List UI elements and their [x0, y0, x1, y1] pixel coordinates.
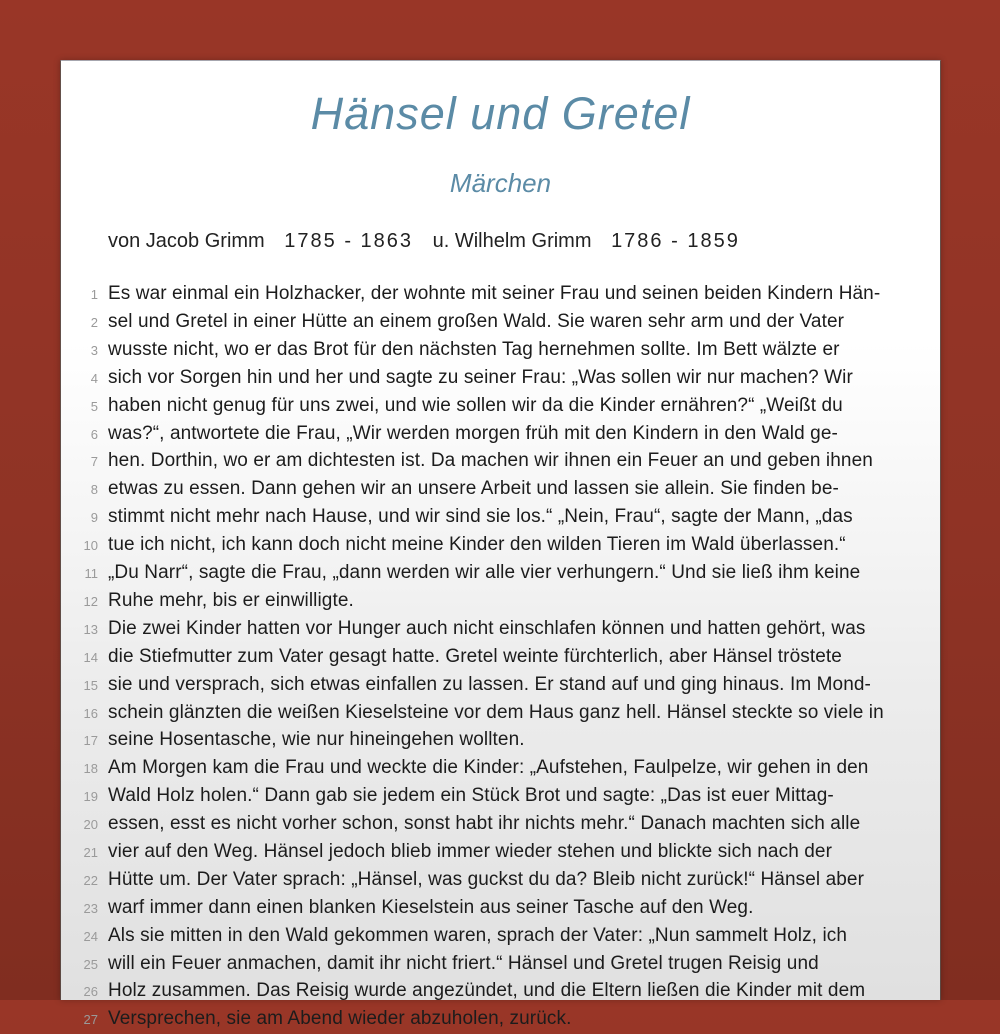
text-line [61, 950, 940, 978]
line-number: 18 [83, 761, 98, 777]
text-line [61, 587, 940, 615]
text-line [61, 420, 940, 448]
text-line [61, 615, 940, 643]
line-text: Wald Holz holen.“ Dann gab sie jedem ein Stück Brot und sagte: „Das ist euer Mittag- [108, 785, 834, 807]
line-number: 8 [90, 482, 98, 498]
text-line [61, 894, 940, 922]
line-number: 10 [83, 538, 98, 554]
text-line [61, 838, 940, 866]
text-line [61, 475, 940, 503]
text-line [61, 782, 940, 810]
line-text: Versprechen, sie am Abend wieder abzuholen, zurück. [108, 1008, 572, 1030]
line-text: sie und versprach, sich etwas einfallen zu lassen. Er stand auf und ging hinaus. Im Mond- [108, 673, 871, 695]
line-number: 5 [90, 398, 98, 414]
line-number: 19 [83, 789, 98, 805]
line-number: 26 [83, 984, 98, 1000]
line-text: Die zwei Kinder hatten vor Hunger auch nicht einschlafen können und hatten gehört, was [108, 617, 866, 639]
text-line [61, 922, 940, 950]
text-body [61, 280, 940, 1033]
line-number: 22 [83, 872, 98, 888]
line-text: seine Hosentasche, wie nur hineingehen wollten. [108, 729, 525, 751]
line-text: essen, esst es nicht vorher schon, sonst habt ihr nichts mehr.“ Danach machten sich alle [108, 813, 861, 835]
line-number: 2 [90, 315, 98, 331]
text-line [61, 531, 940, 559]
line-number: 9 [90, 510, 98, 526]
line-text: vier auf den Weg. Hänsel jedoch blieb immer wieder stehen und blickte sich nach der [108, 840, 832, 862]
text-line [61, 364, 940, 392]
document-title: Hänsel und Gretel [310, 88, 691, 139]
text-line [61, 447, 940, 475]
text-line [61, 392, 940, 420]
text-line [61, 671, 940, 699]
line-text: warf immer dann einen blanken Kieselstein aus seiner Tasche auf den Weg. [108, 896, 754, 918]
line-number: 13 [83, 621, 98, 637]
text-line [61, 503, 940, 531]
byline-dates-2: 1786 - 1859 [611, 230, 740, 253]
line-text: will ein Feuer anmachen, damit ihr nicht friert.“ Hänsel und Gretel trugen Reisig und [108, 952, 819, 974]
line-number: 21 [83, 844, 98, 860]
text-line [61, 866, 940, 894]
text-line [61, 977, 940, 1005]
text-line [61, 336, 940, 364]
line-text: tue ich nicht, ich kann doch nicht meine Kinder den wilden Tieren im Wald überlassen.“ [108, 534, 846, 556]
byline-author-2: u. Wilhelm Grimm [432, 230, 592, 253]
text-line [61, 308, 940, 336]
line-text: Es war einmal ein Holzhacker, der wohnte mit seiner Frau und seinen beiden Kindern Hän- [108, 283, 881, 305]
line-number: 27 [83, 1012, 98, 1028]
line-text: wusste nicht, wo er das Brot für den nächsten Tag hernehmen sollte. Im Bett wälzte er [108, 338, 840, 360]
line-number: 25 [83, 956, 98, 972]
line-text: was?“, antwortete die Frau, „Wir werden morgen früh mit den Kindern in den Wald ge- [108, 422, 838, 444]
line-text: schein glänzten die weißen Kieselsteine vor dem Haus ganz hell. Hänsel steckte so viele in [108, 701, 884, 723]
line-number: 1 [90, 287, 98, 303]
byline-dates-1: 1785 - 1863 [284, 230, 414, 253]
line-text: stimmt nicht mehr nach Hause, und wir sind sie los.“ „Nein, Frau“, sagte der Mann, „das [108, 506, 853, 528]
line-number: 23 [83, 900, 98, 916]
line-number: 3 [90, 342, 98, 358]
text-line [61, 559, 940, 587]
text-line [61, 1005, 940, 1033]
line-number: 16 [83, 705, 98, 721]
line-number: 12 [83, 593, 98, 609]
line-text: Hütte um. Der Vater sprach: „Hänsel, was guckst du da? Bleib nicht zurück!“ Hänsel aber [108, 868, 865, 890]
document-page [60, 60, 941, 1030]
line-text: sich vor Sorgen hin und her und sagte zu seiner Frau: „Was sollen wir nur machen? Wir [108, 366, 853, 388]
line-number: 6 [90, 426, 98, 442]
line-number: 7 [90, 454, 98, 470]
line-number: 14 [83, 649, 98, 665]
line-number: 17 [83, 733, 98, 749]
line-text: Am Morgen kam die Frau und weckte die Kinder: „Aufstehen, Faulpelze, wir gehen in den [108, 757, 869, 779]
line-text: Ruhe mehr, bis er einwilligte. [108, 589, 354, 611]
text-line [61, 810, 940, 838]
line-number: 15 [83, 677, 98, 693]
document-subtitle: Märchen [449, 168, 552, 199]
byline [108, 230, 940, 253]
line-text: die Stiefmutter zum Vater gesagt hatte. Gretel weinte fürchterlich, aber Hänsel tröstete [108, 645, 842, 667]
line-number: 20 [83, 817, 98, 833]
line-text: Als sie mitten in den Wald gekommen waren, sprach der Vater: „Nun sammelt Holz, ich [108, 924, 848, 946]
line-text: sel und Gretel in einer Hütte an einem großen Wald. Sie waren sehr arm und der Vater [108, 311, 845, 333]
line-number: 4 [90, 370, 98, 386]
line-text: haben nicht genug für uns zwei, und wie sollen wir da die Kinder ernähren?“ „Weißt du [108, 394, 843, 416]
text-line [61, 643, 940, 671]
line-text: „Du Narr“, sagte die Frau, „dann werden wir alle vier verhungern.“ Und sie ließ ihm keine [108, 562, 861, 584]
line-number: 11 [84, 566, 98, 582]
text-line [61, 280, 940, 308]
line-text: Holz zusammen. Das Reisig wurde angezündet, und die Eltern ließen die Kinder mit dem [108, 980, 866, 1002]
text-line [61, 754, 940, 782]
byline-author-1: von Jacob Grimm [108, 230, 265, 253]
text-line [61, 699, 940, 727]
line-text: etwas zu essen. Dann gehen wir an unsere Arbeit und lassen sie allein. Sie finden be- [108, 478, 839, 500]
text-line [61, 726, 940, 754]
line-text: hen. Dorthin, wo er am dichtesten ist. Da machen wir ihnen ein Feuer an und geben ihnen [108, 450, 873, 472]
line-number: 24 [83, 928, 98, 944]
